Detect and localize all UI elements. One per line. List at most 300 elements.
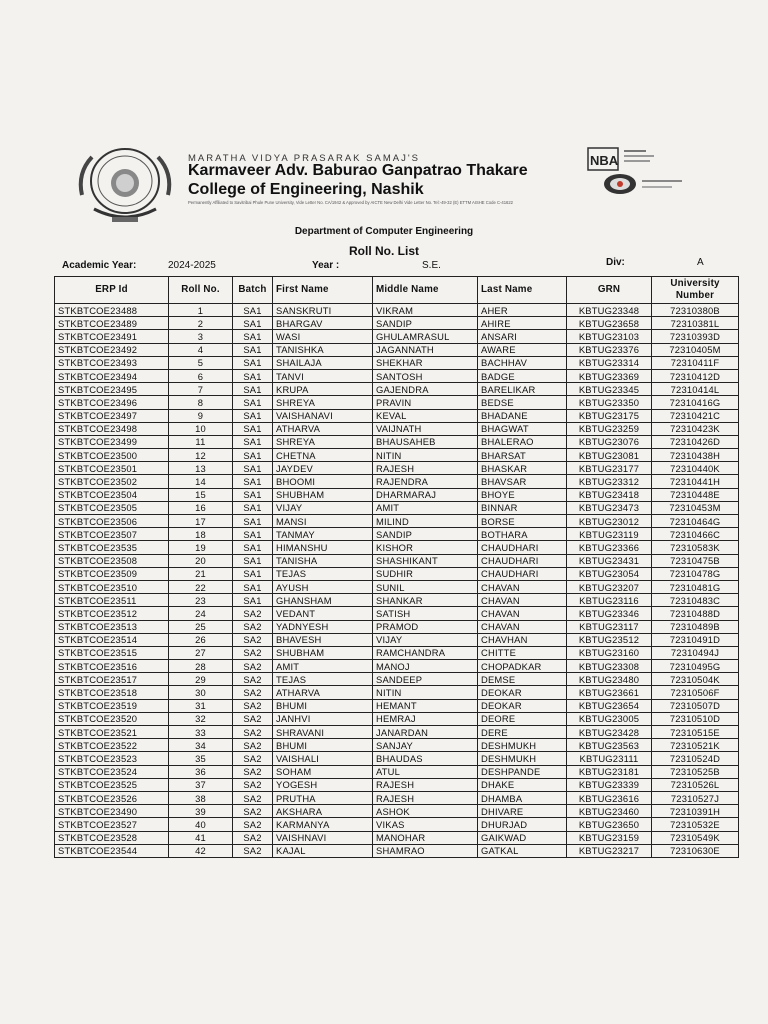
column-header-university-number: University Number <box>652 277 739 304</box>
batch-cell: SA1 <box>233 449 273 462</box>
roll-no-cell: 36 <box>169 765 233 778</box>
middle-name-cell: PRAVIN <box>373 396 478 409</box>
roll-no-cell: 13 <box>169 462 233 475</box>
erp-id-cell: STKBTCOE23535 <box>55 541 169 554</box>
grn-cell: KBTUG23076 <box>567 435 652 448</box>
erp-id-cell: STKBTCOE23506 <box>55 515 169 528</box>
last-name-cell: BORSE <box>478 515 567 528</box>
batch-cell: SA2 <box>233 752 273 765</box>
erp-id-cell: STKBTCOE23493 <box>55 356 169 369</box>
table-row <box>55 712 739 725</box>
batch-cell: SA1 <box>233 462 273 475</box>
middle-name-cell: BHAUDAS <box>373 752 478 765</box>
roll-no-cell: 23 <box>169 594 233 607</box>
academic-year-value: 2024-2025 <box>168 260 216 271</box>
middle-name-cell: SATISH <box>373 607 478 620</box>
first-name-cell: BHUMI <box>273 699 373 712</box>
table-body <box>55 304 739 858</box>
university-number-cell: 72310411F <box>652 356 739 369</box>
grn-cell: KBTUG23160 <box>567 646 652 659</box>
erp-id-cell: STKBTCOE23520 <box>55 712 169 725</box>
batch-cell: SA2 <box>233 607 273 620</box>
first-name-cell: HIMANSHU <box>273 541 373 554</box>
year-value: S.E. <box>422 260 441 271</box>
grn-cell: KBTUG23005 <box>567 712 652 725</box>
university-number-cell: 72310475B <box>652 554 739 567</box>
roll-no-cell: 35 <box>169 752 233 765</box>
university-number-cell: 72310478G <box>652 567 739 580</box>
grn-cell: KBTUG23103 <box>567 330 652 343</box>
erp-id-cell: STKBTCOE23522 <box>55 739 169 752</box>
university-number-cell: 72310525B <box>652 765 739 778</box>
table-row <box>55 739 739 752</box>
roll-no-cell: 11 <box>169 435 233 448</box>
last-name-cell: CHAVAN <box>478 580 567 593</box>
first-name-cell: ATHARVA <box>273 686 373 699</box>
table-row <box>55 778 739 791</box>
first-name-cell: SHREYA <box>273 396 373 409</box>
grn-cell: KBTUG23418 <box>567 488 652 501</box>
middle-name-cell: SANDIP <box>373 317 478 330</box>
erp-id-cell: STKBTCOE23518 <box>55 686 169 699</box>
batch-cell: SA1 <box>233 304 273 317</box>
batch-cell: SA1 <box>233 356 273 369</box>
first-name-cell: PRUTHA <box>273 791 373 804</box>
first-name-cell: GHANSHAM <box>273 594 373 607</box>
university-number-cell: 72310421C <box>652 409 739 422</box>
middle-name-cell: HEMANT <box>373 699 478 712</box>
table-row <box>55 726 739 739</box>
last-name-cell: DEOKAR <box>478 686 567 699</box>
table-row <box>55 594 739 607</box>
table-row <box>55 330 739 343</box>
college-seal-logo <box>72 143 178 225</box>
column-header-last-name: Last Name <box>478 277 567 304</box>
erp-id-cell: STKBTCOE23488 <box>55 304 169 317</box>
erp-id-cell: STKBTCOE23509 <box>55 567 169 580</box>
column-header-roll-no: Roll No. <box>169 277 233 304</box>
last-name-cell: BADGE <box>478 369 567 382</box>
last-name-cell: ANSARI <box>478 330 567 343</box>
erp-id-cell: STKBTCOE23527 <box>55 818 169 831</box>
table-row <box>55 475 739 488</box>
first-name-cell: BHAVESH <box>273 633 373 646</box>
middle-name-cell: NITIN <box>373 686 478 699</box>
grn-cell: KBTUG23650 <box>567 818 652 831</box>
erp-id-cell: STKBTCOE23497 <box>55 409 169 422</box>
roll-no-cell: 9 <box>169 409 233 422</box>
batch-cell: SA2 <box>233 791 273 804</box>
batch-cell: SA2 <box>233 831 273 844</box>
university-number-cell: 72310515E <box>652 726 739 739</box>
roll-no-cell: 41 <box>169 831 233 844</box>
middle-name-cell: DHARMARAJ <box>373 488 478 501</box>
list-title: Roll No. List <box>349 244 419 258</box>
table-header-row <box>55 277 739 304</box>
table-row <box>55 356 739 369</box>
grn-cell: KBTUG23348 <box>567 304 652 317</box>
batch-cell: SA1 <box>233 330 273 343</box>
roll-no-cell: 31 <box>169 699 233 712</box>
erp-id-cell: STKBTCOE23528 <box>55 831 169 844</box>
university-number-cell: 72310416G <box>652 396 739 409</box>
last-name-cell: DHAMBA <box>478 791 567 804</box>
grn-cell: KBTUG23308 <box>567 660 652 673</box>
table-row <box>55 317 739 330</box>
roll-no-cell: 5 <box>169 356 233 369</box>
middle-name-cell: VIKAS <box>373 818 478 831</box>
last-name-cell: BOTHARA <box>478 528 567 541</box>
grn-cell: KBTUG23259 <box>567 422 652 435</box>
grn-cell: KBTUG23512 <box>567 633 652 646</box>
first-name-cell: VAISHNAVI <box>273 831 373 844</box>
university-number-cell: 72310426D <box>652 435 739 448</box>
university-number-cell: 72310524D <box>652 752 739 765</box>
department-name: Department of Computer Engineering <box>294 226 474 237</box>
table-row <box>55 673 739 686</box>
middle-name-cell: SANDEEP <box>373 673 478 686</box>
roll-no-cell: 32 <box>169 712 233 725</box>
table-row <box>55 633 739 646</box>
middle-name-cell: GHULAMRASUL <box>373 330 478 343</box>
roll-no-cell: 27 <box>169 646 233 659</box>
table-row <box>55 686 739 699</box>
batch-cell: SA1 <box>233 369 273 382</box>
grn-cell: KBTUG23312 <box>567 475 652 488</box>
grn-cell: KBTUG23119 <box>567 528 652 541</box>
last-name-cell: AWARE <box>478 343 567 356</box>
batch-cell: SA2 <box>233 765 273 778</box>
university-number-cell: 72310489B <box>652 620 739 633</box>
university-number-cell: 72310495G <box>652 660 739 673</box>
batch-cell: SA1 <box>233 475 273 488</box>
middle-name-cell: VIJAY <box>373 633 478 646</box>
roll-no-cell: 4 <box>169 343 233 356</box>
first-name-cell: SHUBHAM <box>273 646 373 659</box>
roll-no-cell: 15 <box>169 488 233 501</box>
table-row <box>55 515 739 528</box>
grn-cell: KBTUG23369 <box>567 369 652 382</box>
table-row <box>55 805 739 818</box>
grn-cell: KBTUG23054 <box>567 567 652 580</box>
roll-no-cell: 37 <box>169 778 233 791</box>
middle-name-cell: KEVAL <box>373 409 478 422</box>
university-number-cell: 72310494J <box>652 646 739 659</box>
erp-id-cell: STKBTCOE23511 <box>55 594 169 607</box>
table-row <box>55 409 739 422</box>
erp-id-cell: STKBTCOE23525 <box>55 778 169 791</box>
erp-id-cell: STKBTCOE23490 <box>55 805 169 818</box>
middle-name-cell: GAJENDRA <box>373 383 478 396</box>
university-number-cell: 72310393D <box>652 330 739 343</box>
erp-id-cell: STKBTCOE23513 <box>55 620 169 633</box>
university-number-cell: 72310391H <box>652 805 739 818</box>
table-row <box>55 620 739 633</box>
academic-year-label: Academic Year: <box>62 260 137 271</box>
erp-id-cell: STKBTCOE23524 <box>55 765 169 778</box>
first-name-cell: SHRAVANI <box>273 726 373 739</box>
grn-cell: KBTUG23339 <box>567 778 652 791</box>
middle-name-cell: VIKRAM <box>373 304 478 317</box>
university-number-cell: 72310441H <box>652 475 739 488</box>
middle-name-cell: ASHOK <box>373 805 478 818</box>
university-number-cell: 72310464G <box>652 515 739 528</box>
first-name-cell: KAJAL <box>273 844 373 857</box>
batch-cell: SA1 <box>233 580 273 593</box>
batch-cell: SA2 <box>233 646 273 659</box>
roll-no-cell: 42 <box>169 844 233 857</box>
last-name-cell: GATKAL <box>478 844 567 857</box>
erp-id-cell: STKBTCOE23519 <box>55 699 169 712</box>
column-header-middle-name: Middle Name <box>373 277 478 304</box>
university-number-cell: 72310510D <box>652 712 739 725</box>
table-row <box>55 831 739 844</box>
middle-name-cell: RAJESH <box>373 791 478 804</box>
roll-no-cell: 17 <box>169 515 233 528</box>
roll-no-cell: 3 <box>169 330 233 343</box>
batch-cell: SA2 <box>233 778 273 791</box>
university-number-cell: 72310405M <box>652 343 739 356</box>
roll-no-cell: 29 <box>169 673 233 686</box>
last-name-cell: CHAVHAN <box>478 633 567 646</box>
roll-no-cell: 22 <box>169 580 233 593</box>
last-name-cell: BHARSAT <box>478 449 567 462</box>
erp-id-cell: STKBTCOE23544 <box>55 844 169 857</box>
middle-name-cell: HEMRAJ <box>373 712 478 725</box>
batch-cell: SA1 <box>233 343 273 356</box>
table-row <box>55 818 739 831</box>
grn-cell: KBTUG23350 <box>567 396 652 409</box>
roll-no-cell: 20 <box>169 554 233 567</box>
last-name-cell: DESHMUKH <box>478 739 567 752</box>
last-name-cell: BHAGWAT <box>478 422 567 435</box>
last-name-cell: DERE <box>478 726 567 739</box>
roll-no-cell: 33 <box>169 726 233 739</box>
last-name-cell: CHAVAN <box>478 607 567 620</box>
last-name-cell: CHAUDHARI <box>478 554 567 567</box>
grn-cell: KBTUG23116 <box>567 594 652 607</box>
middle-name-cell: SANDIP <box>373 528 478 541</box>
erp-id-cell: STKBTCOE23499 <box>55 435 169 448</box>
erp-id-cell: STKBTCOE23500 <box>55 449 169 462</box>
div-label: Div: <box>606 257 625 268</box>
erp-id-cell: STKBTCOE23523 <box>55 752 169 765</box>
first-name-cell: KRUPA <box>273 383 373 396</box>
organization-name: MARATHA VIDYA PRASARAK SAMAJ'S <box>188 153 420 164</box>
table-row <box>55 607 739 620</box>
first-name-cell: TEJAS <box>273 673 373 686</box>
erp-id-cell: STKBTCOE23526 <box>55 791 169 804</box>
table-row <box>55 488 739 501</box>
university-number-cell: 72310549K <box>652 831 739 844</box>
grn-cell: KBTUG23473 <box>567 501 652 514</box>
year-label: Year : <box>312 260 340 271</box>
roll-no-cell: 38 <box>169 791 233 804</box>
university-number-cell: 72310583K <box>652 541 739 554</box>
table-row <box>55 343 739 356</box>
batch-cell: SA2 <box>233 805 273 818</box>
batch-cell: SA1 <box>233 501 273 514</box>
batch-cell: SA2 <box>233 633 273 646</box>
last-name-cell: CHOPADKAR <box>478 660 567 673</box>
table-row <box>55 528 739 541</box>
first-name-cell: BHUMI <box>273 739 373 752</box>
middle-name-cell: AMIT <box>373 501 478 514</box>
column-header-grn: GRN <box>567 277 652 304</box>
erp-id-cell: STKBTCOE23501 <box>55 462 169 475</box>
first-name-cell: TANVI <box>273 369 373 382</box>
roll-no-cell: 12 <box>169 449 233 462</box>
nba-logo-text: NBA <box>590 153 619 168</box>
erp-id-cell: STKBTCOE23517 <box>55 673 169 686</box>
table-row <box>55 304 739 317</box>
batch-cell: SA2 <box>233 673 273 686</box>
middle-name-cell: JANARDAN <box>373 726 478 739</box>
table-row <box>55 844 739 857</box>
table-row <box>55 646 739 659</box>
university-number-cell: 72310438H <box>652 449 739 462</box>
erp-id-cell: STKBTCOE23496 <box>55 396 169 409</box>
table-row <box>55 580 739 593</box>
grn-cell: KBTUG23175 <box>567 409 652 422</box>
erp-id-cell: STKBTCOE23512 <box>55 607 169 620</box>
batch-cell: SA1 <box>233 435 273 448</box>
grn-cell: KBTUG23012 <box>567 515 652 528</box>
middle-name-cell: KISHOR <box>373 541 478 554</box>
middle-name-cell: MANOJ <box>373 660 478 673</box>
university-number-cell: 72310466C <box>652 528 739 541</box>
roll-list-table <box>54 276 739 858</box>
grn-cell: KBTUG23111 <box>567 752 652 765</box>
grn-cell: KBTUG23314 <box>567 356 652 369</box>
batch-cell: SA2 <box>233 818 273 831</box>
last-name-cell: DEOKAR <box>478 699 567 712</box>
roll-no-cell: 8 <box>169 396 233 409</box>
university-number-cell: 72310481G <box>652 580 739 593</box>
roll-no-cell: 16 <box>169 501 233 514</box>
roll-no-cell: 7 <box>169 383 233 396</box>
first-name-cell: CHETNA <box>273 449 373 462</box>
erp-id-cell: STKBTCOE23495 <box>55 383 169 396</box>
roll-no-cell: 18 <box>169 528 233 541</box>
table-row <box>55 660 739 673</box>
first-name-cell: TEJAS <box>273 567 373 580</box>
last-name-cell: DESHPANDE <box>478 765 567 778</box>
first-name-cell: BHARGAV <box>273 317 373 330</box>
last-name-cell: BEDSE <box>478 396 567 409</box>
last-name-cell: DEORE <box>478 712 567 725</box>
batch-cell: SA1 <box>233 554 273 567</box>
table-row <box>55 752 739 765</box>
batch-cell: SA2 <box>233 686 273 699</box>
table-row <box>55 501 739 514</box>
first-name-cell: VIJAY <box>273 501 373 514</box>
roll-no-cell: 2 <box>169 317 233 330</box>
batch-cell: SA1 <box>233 567 273 580</box>
middle-name-cell: SHASHIKANT <box>373 554 478 567</box>
roll-no-cell: 6 <box>169 369 233 382</box>
table-row <box>55 422 739 435</box>
erp-id-cell: STKBTCOE23516 <box>55 660 169 673</box>
roll-no-cell: 40 <box>169 818 233 831</box>
last-name-cell: BHAVSAR <box>478 475 567 488</box>
first-name-cell: BHOOMI <box>273 475 373 488</box>
grn-cell: KBTUG23480 <box>567 673 652 686</box>
batch-cell: SA1 <box>233 317 273 330</box>
middle-name-cell: SUNIL <box>373 580 478 593</box>
batch-cell: SA2 <box>233 712 273 725</box>
university-number-cell: 72310506F <box>652 686 739 699</box>
grn-cell: KBTUG23366 <box>567 541 652 554</box>
first-name-cell: SOHAM <box>273 765 373 778</box>
batch-cell: SA2 <box>233 726 273 739</box>
roll-no-cell: 26 <box>169 633 233 646</box>
university-number-cell: 72310630E <box>652 844 739 857</box>
university-number-cell: 72310448E <box>652 488 739 501</box>
first-name-cell: YOGESH <box>273 778 373 791</box>
middle-name-cell: MANOHAR <box>373 831 478 844</box>
erp-id-cell: STKBTCOE23489 <box>55 317 169 330</box>
university-number-cell: 72310440K <box>652 462 739 475</box>
last-name-cell: BACHHAV <box>478 356 567 369</box>
first-name-cell: SHUBHAM <box>273 488 373 501</box>
div-value: A <box>697 257 704 268</box>
university-number-cell: 72310526L <box>652 778 739 791</box>
middle-name-cell: SHAMRAO <box>373 844 478 857</box>
first-name-cell: AYUSH <box>273 580 373 593</box>
last-name-cell: DESHMUKH <box>478 752 567 765</box>
erp-id-cell: STKBTCOE23498 <box>55 422 169 435</box>
erp-id-cell: STKBTCOE23507 <box>55 528 169 541</box>
university-number-cell: 72310380B <box>652 304 739 317</box>
middle-name-cell: RAJESH <box>373 778 478 791</box>
last-name-cell: DEMSE <box>478 673 567 686</box>
first-name-cell: KARMANYA <box>273 818 373 831</box>
last-name-cell: DHURJAD <box>478 818 567 831</box>
grn-cell: KBTUG23346 <box>567 607 652 620</box>
first-name-cell: YADNYESH <box>273 620 373 633</box>
middle-name-cell: PRAMOD <box>373 620 478 633</box>
roll-no-cell: 34 <box>169 739 233 752</box>
roll-no-cell: 19 <box>169 541 233 554</box>
roll-no-cell: 30 <box>169 686 233 699</box>
first-name-cell: WASI <box>273 330 373 343</box>
middle-name-cell: RAJESH <box>373 462 478 475</box>
roll-no-cell: 21 <box>169 567 233 580</box>
batch-cell: SA1 <box>233 422 273 435</box>
first-name-cell: JANHVI <box>273 712 373 725</box>
university-number-cell: 72310412D <box>652 369 739 382</box>
last-name-cell: AHER <box>478 304 567 317</box>
batch-cell: SA1 <box>233 594 273 607</box>
last-name-cell: DHAKE <box>478 778 567 791</box>
roll-no-cell: 14 <box>169 475 233 488</box>
middle-name-cell: BHAUSAHEB <box>373 435 478 448</box>
first-name-cell: AMIT <box>273 660 373 673</box>
first-name-cell: VAISHANAVI <box>273 409 373 422</box>
table-row <box>55 369 739 382</box>
roll-no-cell: 39 <box>169 805 233 818</box>
grn-cell: KBTUG23661 <box>567 686 652 699</box>
middle-name-cell: SHANKAR <box>373 594 478 607</box>
last-name-cell: BHOYE <box>478 488 567 501</box>
column-header-first-name: First Name <box>273 277 373 304</box>
first-name-cell: SHAILAJA <box>273 356 373 369</box>
middle-name-cell: SUDHIR <box>373 567 478 580</box>
first-name-cell: VEDANT <box>273 607 373 620</box>
university-number-cell: 72310381L <box>652 317 739 330</box>
batch-cell: SA1 <box>233 383 273 396</box>
